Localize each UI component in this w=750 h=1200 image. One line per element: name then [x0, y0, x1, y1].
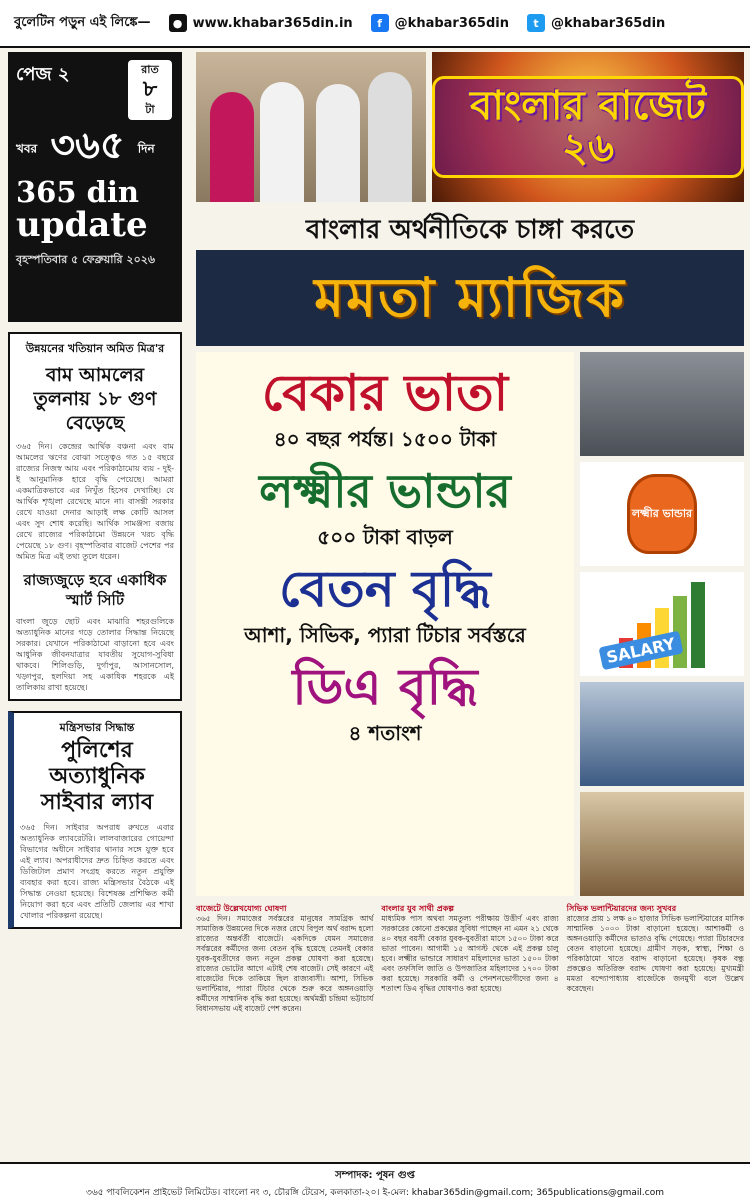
top-photos [196, 52, 744, 202]
article-column-1[interactable] [196, 904, 373, 1132]
website-link[interactable] [169, 14, 353, 32]
bulletin-link[interactable] [14, 13, 151, 34]
story1-body2: বাংলা জুড়ে ছোট এবং মাঝারি শহরগুলিকে অত্যাধুনিক মানের গড়ে তোলার সিদ্ধান্ত নিয়েছে সরকার। যেখানে পরিকাঠামো বাড়ানো হবে এবং আধুনিক জীবনযাত্রার যাবতীয় সুযোগ-সুবিধা থাকবে। শিলিগুড়ি, দুর্গাপুর, আসানসোল, খড়্গপুর, হলদিয়া সহ একাধিক শহরকে এই তালিকায় রাখা হয়েছে। [16, 617, 174, 692]
top-bar [0, 0, 750, 48]
article3-body: রাজ্যের প্রায় ১ লক্ষ ৪০ হাজার সিভিক ভলান্টিয়ারের মাসিক সাম্মানিক ১০০০ টাকা বাড়ানো হয়েছে। আশাকর্মী ও অঙ্গনওয়াড়ি কর্মীদের ভাতাও বৃদ্ধি পেয়েছে। প্যারা টিচারদের বেতন বাড়ানো হয়েছে। গ্রামীণ সড়ক, স্বাস্থ্য, শিক্ষা ও পরিকাঠামো খাতে বরাদ্দ বাড়ানো হয়েছে। কৃষক বন্ধু প্রকল্পেও অতিরিক্ত বরাদ্দ ঘোষণা করা হয়েছে। মুখ্যমন্ত্রী মমতা বন্দ্যোপাধ্যায় বাজেটকে জনমুখী বলে উল্লেখ করেছেন। [566, 914, 744, 993]
lakshmir-bhandar-image [580, 462, 744, 566]
clock-badge [128, 60, 172, 120]
publisher-address: ৩৬৫ পাবলিকেশন প্রাইভেট লিমিটেড। বাংলো নং ৩, চৌরঙ্গি টেরেস, কলকাতা-২০। ই-মেল: khabar365din@gmail.com; 365publications@gmail.com [86, 1188, 664, 1198]
issue-date: বৃহস্পতিবার ৫ ফেব্রুয়ারি ২০২৬ [16, 252, 156, 266]
globe-icon: ● [169, 14, 187, 32]
ministers-photo [196, 52, 426, 202]
facebook-icon: f [371, 14, 389, 32]
brand-left: খবর [16, 141, 38, 156]
promo-section [196, 352, 744, 896]
promo2-sub: ৫০০ টাকা বাড়ল [317, 525, 453, 549]
promo-images [580, 352, 744, 896]
website-label: www.khabar365din.in [192, 15, 353, 31]
article2-head: বাংলার যুব সাথী প্রকল্প [381, 904, 454, 913]
story1-headline: বাম আমলের তুলনায় ১৮ গুণ বেড়েছে [33, 364, 157, 434]
story-cyber-lab[interactable] [8, 711, 182, 929]
article2-body: মাধ্যমিক পাস অথবা সমতুল্য পরীক্ষায় উত্তীর্ণ এবং রাজ্য সরকারের কোনো প্রকল্পের সুবিধা পাচ্ছেন না এমন ২১ থেকে ৪০ বছর বয়সী বেকার যুবক-যুবতীরা মাসে ১৫০০ টাকা করে ভাতা পাবেন। আগামী ১৫ আগস্ট থেকে এই প্রকল্প চালু হবে। লক্ষ্মীর ভান্ডারে সাধারণ মহিলাদের ভাতা ১৫০০ টাকা এবং তফসিলি জাতি ও উপজাতির মহিলাদের ১৭০০ টাকা করা হয়েছে। সরকারি কর্মী ও পেনশনভোগীদের জন্য ৪ শতাংশ ডিএ বৃদ্ধির ঘোষণাও করা হয়েছে। [381, 914, 559, 993]
graph-bar [691, 582, 705, 668]
promo-text [196, 352, 574, 896]
article-column-2[interactable] [381, 904, 558, 1132]
promo4-title: ডিএ বৃদ্ধি [292, 658, 478, 716]
brand-number: ৩৬৫ [50, 122, 125, 167]
article-column-3[interactable] [567, 904, 744, 1132]
article1-body: ৩৬৫ দিন। সমাজের সর্বস্তরের মানুষের সামগ্রিক আর্থ সামাজিক উন্নয়নের দিকে নজর রেখে বিপুল অর্থ বরাদ্দ হলো রাজ্যের অন্তর্বর্তী বাজেটে। একদিকে যেমন সমাজের সর্বস্তরের কর্মীদের জন্য বেতন বৃদ্ধি হয়েছে তেমনই বেকার যুবক-যুবতীদের জন্য নতুন প্রকল্প ঘোষণা করা হয়েছে। রাজ্যের ভোটের আগে এটাই শেষ বাজেট। সেই কারণে এই বাজেটের দিকে তাকিয়ে ছিল রাজ্যবাসী। আশা, সিভিক ভলান্টিয়ার, প্যারা টিচার থেকে শুরু করে অঙ্গনওয়াড়ি কর্মীদের সাম্মানিক বৃদ্ধি করা হয়েছে। অর্থমন্ত্রী চন্দ্রিমা ভট্টাচার্য বিধানসভায় এই বাজেট পেশ করেন। [196, 914, 374, 1013]
article1-head: বাজেটে উল্লেখযোগ্য ঘোষণা [196, 904, 287, 913]
promo1-title: বেকার ভাতা [261, 364, 509, 422]
clock-value: ৮ [142, 77, 158, 102]
banner-headline: মমতা ম্যাজিক [196, 250, 744, 346]
clock-bottom: টা [145, 103, 155, 116]
twitter-link[interactable] [527, 14, 665, 32]
article3-head: সিভিক ভলান্টিয়ারদের জন্য সুখবর [566, 904, 677, 913]
story2-body: ৩৬৫ দিন। সাইবার অপরাধ রুখতে এবার অত্যাধুনিক ল্যাবরেটরি। লালবাজারের গোয়েন্দা বিভাগের অধীনে সাইবার থানার সঙ্গে যুক্ত হবে এই ল্যাব। অপরাধীদের দ্রুত চিহ্নিত করতে এবং ডিজিটাল প্রমাণ সংগ্রহ করতে নতুন প্রযুক্তি ব্যবহার করা হবে। রাজ্য মন্ত্রিসভার বৈঠকে এই সিদ্ধান্ত নেওয়া হয়েছে। বিশেষজ্ঞ প্রশিক্ষিত কর্মী নিয়োগ করা হবে এবং প্রতিটি জেলায় এর শাখা খোলার পরিকল্পনা রয়েছে। [20, 823, 174, 920]
budget-graphic [432, 52, 744, 202]
youth-photo [580, 352, 744, 456]
masthead [8, 52, 182, 322]
editor-line: সম্পাদক: পূষন গুপ্ত [335, 1170, 415, 1181]
person-figure [210, 92, 254, 202]
person-figure [260, 82, 304, 202]
article-columns [196, 904, 744, 1132]
salary-graph-image [580, 572, 744, 676]
promo3-sub: আশা, সিভিক, প্যারা টিচার সর্বস্তরে [244, 623, 526, 647]
budget-title: বাংলার বাজেট ২৬ [432, 76, 744, 178]
clock-top: রাত [141, 63, 159, 76]
police-photo [580, 682, 744, 786]
promo4-sub: ৪ শতাংশ [348, 721, 422, 745]
brand-right: দিন [137, 141, 155, 156]
person-figure [368, 72, 412, 202]
promo2-title: লক্ষ্মীর ভান্ডার [259, 464, 511, 518]
left-column [0, 52, 190, 1162]
story1-subhead: রাজ্যজুড়ে হবে একাধিক স্মার্ট সিটি [23, 571, 167, 609]
brand-logo [16, 122, 174, 169]
page-number: পেজ ২ [16, 64, 70, 85]
story2-headline: পুলিশের অত্যাধুনিক সাইবার ল্যাব [40, 738, 154, 815]
strap-headline: বাংলার অর্থনীতিকে চাঙ্গা করতে [305, 215, 635, 245]
facebook-label: @khabar365din [394, 15, 509, 31]
bulletin-label: বুলেটিন পড়ুন এই লিঙ্কে— [14, 14, 151, 30]
main-area [196, 52, 744, 1132]
jar-icon: লক্ষ্মীর ভান্ডার [627, 474, 697, 554]
story1-kicker: উন্নয়নের খতিয়ান অমিত মিত্র'র [25, 342, 165, 355]
facebook-link[interactable] [371, 14, 509, 32]
story2-kicker: মন্ত্রিসভার সিদ্ধান্ত [59, 721, 135, 734]
brand-english: 365 din [16, 174, 140, 209]
office-photo [580, 792, 744, 896]
promo3-title: বেতন বৃদ্ধি [279, 560, 491, 618]
story-amit-mitra[interactable] [8, 332, 182, 701]
salary-tag: SALARY [598, 631, 683, 670]
update-title: update [16, 204, 148, 245]
person-figure [316, 84, 360, 202]
story1-body: ৩৬৫ দিন। কেন্দ্রের আর্থিক বঞ্চনা এবং বাম আমলের ঋণের বোঝা সত্ত্বেও গত ১৫ বছরে রাজ্যের নিজস্ব আয় এবং পরিকাঠামোয় ব্যয় - দুই-ই আনুমানিক হারে বৃদ্ধি পেয়েছে। আমরা একমাত্রিকভাবে এর নিখুঁত হিসেব দেখাচ্ছি। যে আর্থিক শৃঙ্খলা রেখেছে মানে না। বাসন্তী সরকার রেখে যাওয়া দেনার আড়াই লক্ষ কোটি আসল এবং সুদ শোধ করেছি। আর্থিক সামঞ্জস্য বজায় রেখে রাজ্যের পরিকাঠামো উন্নয়নে খরচ বৃদ্ধি পেয়েছে ১৮ গুণ। বৃহস্পতিবার বাজেট পেশের পর অমিত মিত্র এই তথ্য তুলে ধরেন। [16, 442, 174, 561]
footer [0, 1162, 750, 1200]
twitter-label: @khabar365din [551, 15, 666, 31]
twitter-icon: t [527, 14, 545, 32]
promo1-sub: ৪০ বছর পর্যন্ত। ১৫০০ টাকা [273, 427, 497, 451]
